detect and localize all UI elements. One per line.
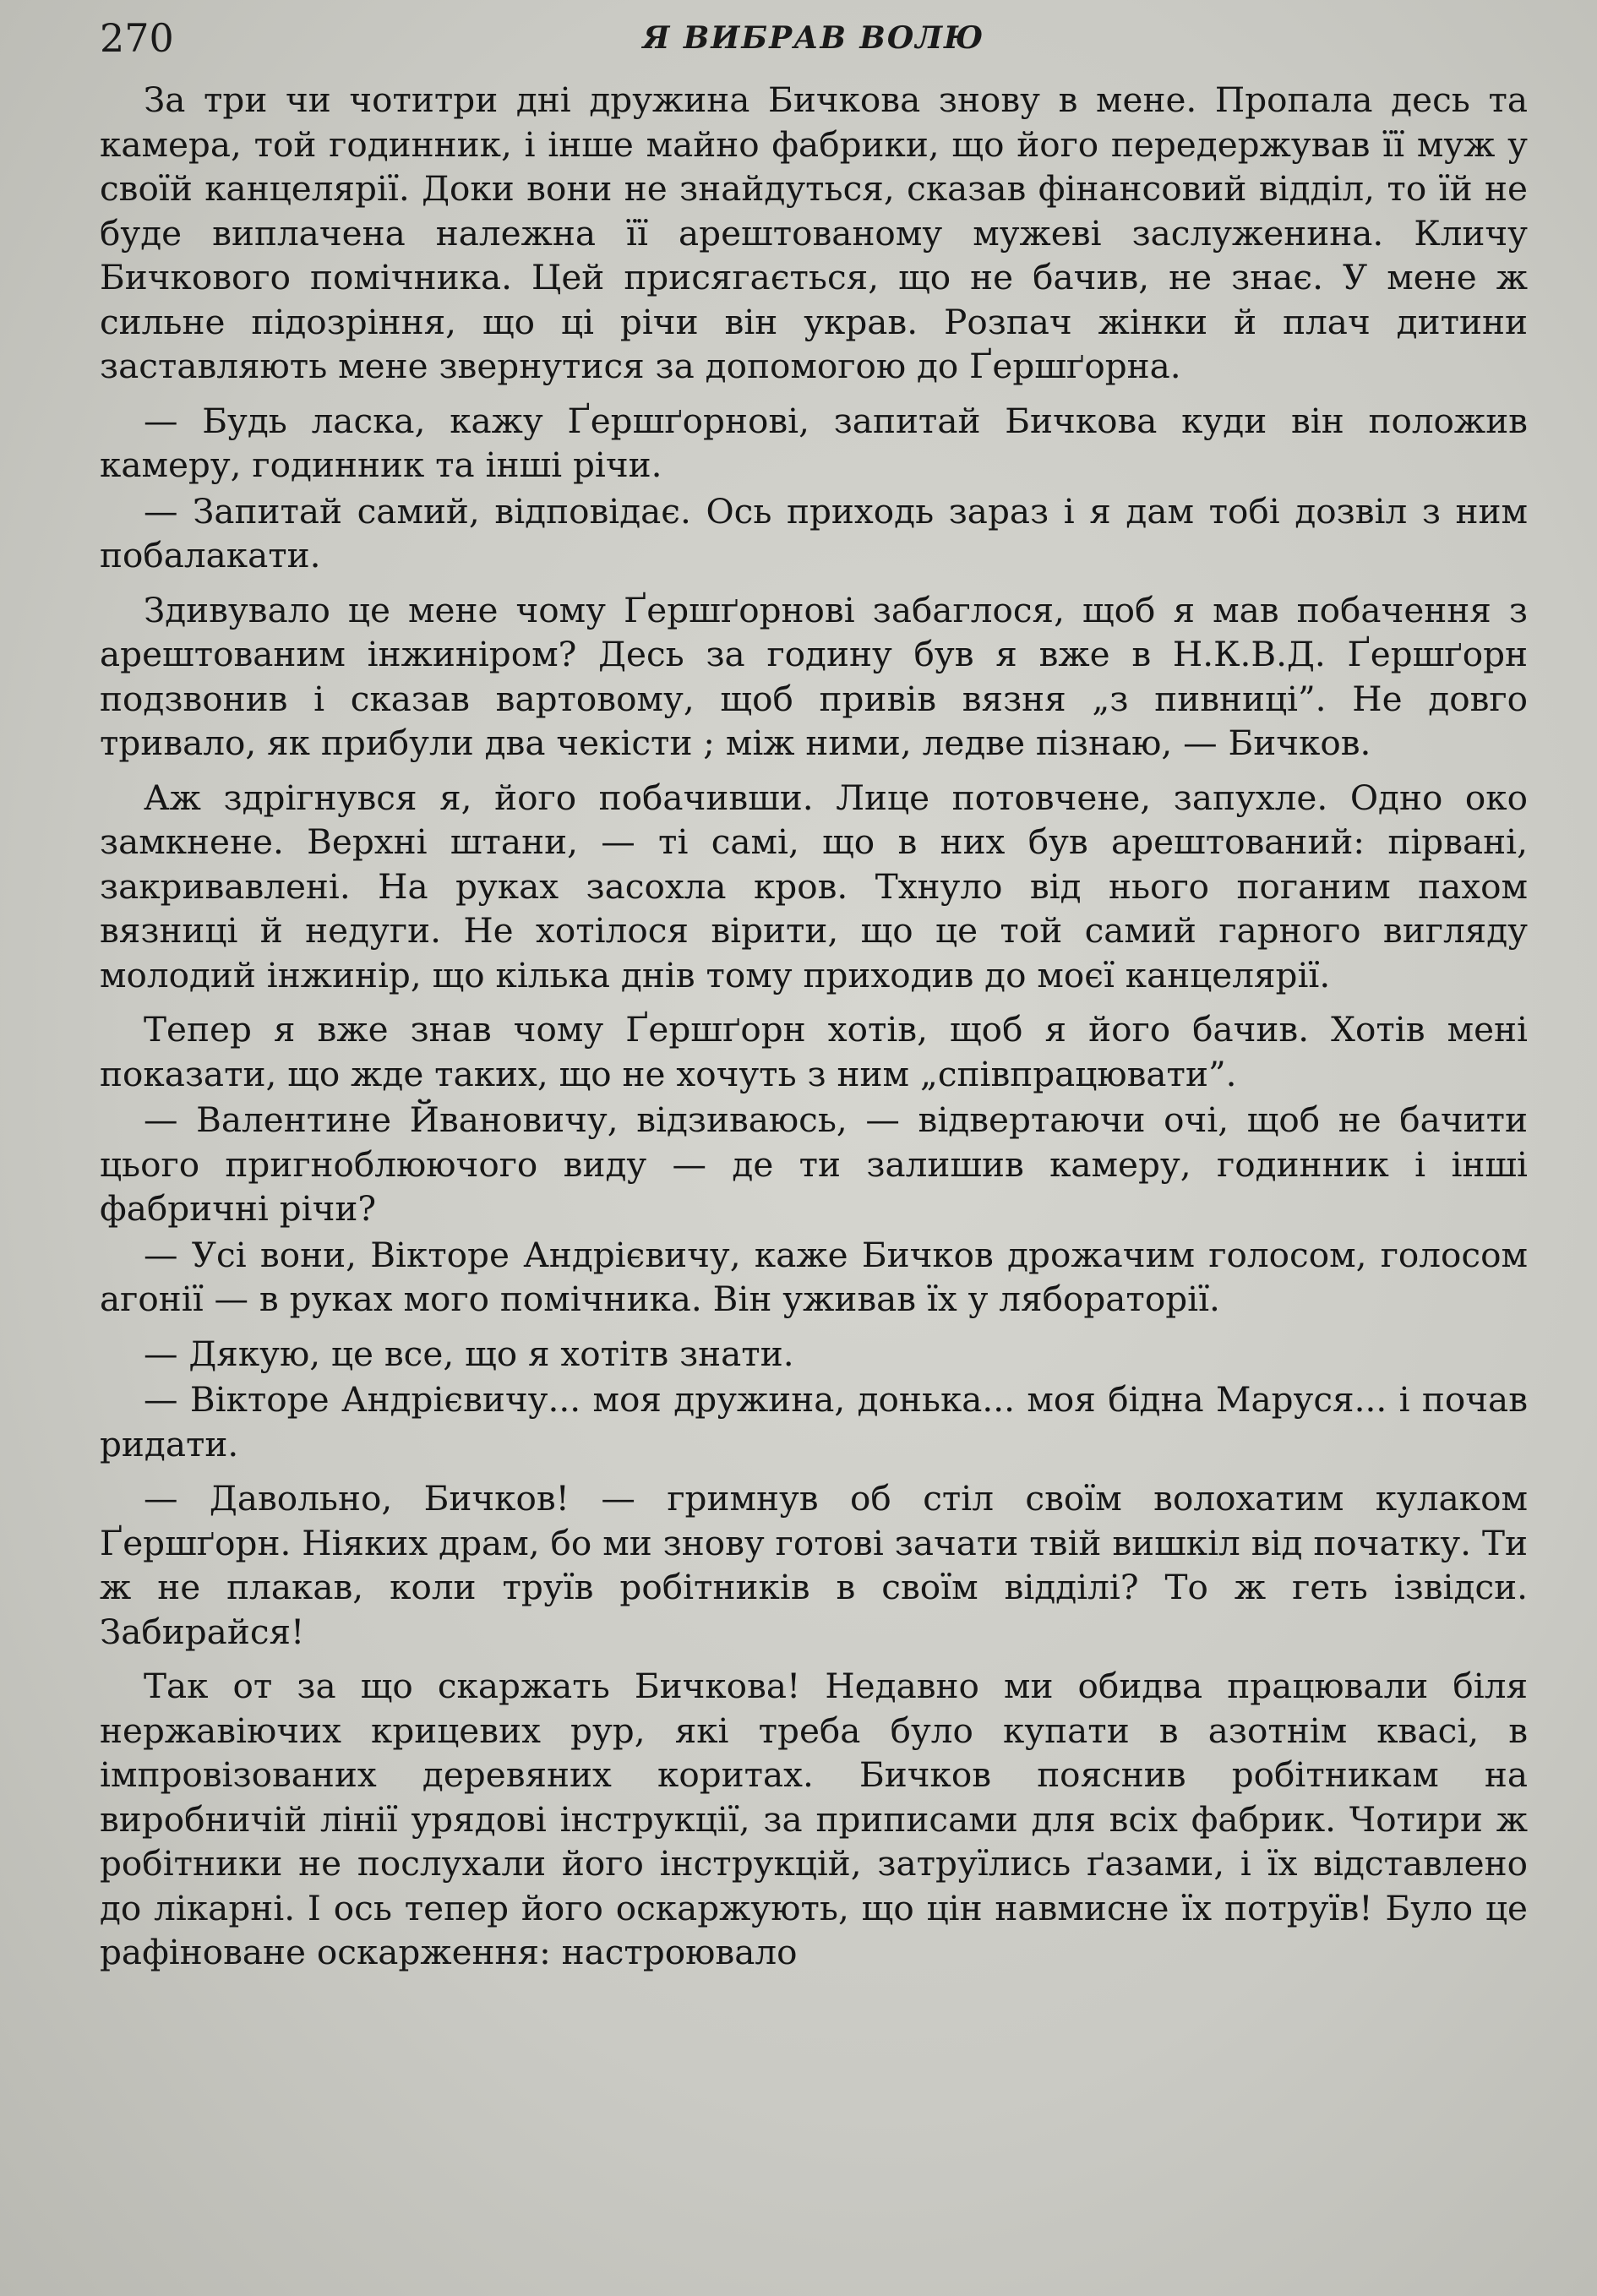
paragraph: Аж здрігнувся я, його побачивши. Лице потовчене, запухле. Одно око замкнене. Верхні штани, — ті самі, що в них був арештований: пірвані, закривавлені. На руках засохла кров. Тхнуло від нього поганим пахом вязниці й недуги. Не хотілося вірити, що це той самий гарного вигляду молодий інжинір, що кілька днів тому приходив до моєї канцелярії. bbox=[100, 777, 1528, 995]
paragraph: — Усі вони, Вікторе Андрієвичу, каже Бичков дрожачим голосом, голосом агонії — в руках мого помічника. Він уживав їх у лябораторії. bbox=[100, 1234, 1528, 1319]
page-text bbox=[100, 78, 1528, 1985]
running-header bbox=[100, 15, 1528, 66]
paragraph: Тепер я вже знав чому Ґершґорн хотів, щоб я його бачив. Хотів мені показати, що жде таких, що не хочуть з ним „співпрацювати”. bbox=[100, 1009, 1528, 1094]
paragraph: За три чи чотитри дні дружина Бичкова знову в мене. Пропала десь та камера, той годинник, і інше майно фабрики, що його передержував її муж у своїй канцелярії. Доки вони не знайдуться, сказав фінансовий відділ, то їй не буде виплачена належна її арештованому мужеві заслуженина. Кличу Бичкового помічника. Цей присягається, що не бачив, не знає. У мене ж сильне підозріння, що ці річи він украв. Розпач жінки й плач дитини заставляють мене звернутися за допомогою до Ґершґорна. bbox=[100, 79, 1528, 386]
page-number: 270 bbox=[100, 15, 174, 61]
paragraph: — Запитай самий, відповідає. Ось приходь зараз і я дам тобі дозвіл з ним побалакати. bbox=[100, 490, 1528, 575]
paragraph: — Валентине Йвановичу, відзиваюсь, — відвертаючи очі, щоб не бачити цього пригноблюючого виду — де ти залишив камеру, годинник і інші фабричні річи? bbox=[100, 1099, 1528, 1229]
running-title: Я ВИБРАВ ВОЛЮ bbox=[642, 20, 985, 56]
paragraph: — Будь ласка, кажу Ґершґорнові, запитай Бичкова куди він положив камеру, годинник та інші річи. bbox=[100, 400, 1528, 485]
paragraph: Так от за що скаржать Бичкова! Недавно ми обидва працювали біля нержавіючих крицевих рур, які треба було купати в азотнім квасі, в імпровізованих деревяних коритах. Бичков пояснив робітникам на виробничій лінії урядові інструкції, за приписами для всіх фабрик. Чотири ж робітники не послухали його інструкцій, затруїлись ґазами, і їх відставлено до лікарні. І ось тепер його оскаржують, що цін навмисне їх потруїв! Було це рафіноване оскарження: настроювало bbox=[100, 1666, 1528, 1972]
paragraph: — Вікторе Андрієвичу... моя дружина, донька... моя бідна Маруся... і почав ридати. bbox=[100, 1379, 1528, 1464]
paragraph: — Давольно, Бичков! — гримнув об стіл своїм волохатим кулаком Ґершґорн. Ніяких драм, бо ми знову готові зачати твій вишкіл від початку. Ти ж не плакав, коли труїв робітників в своїм відділі? То ж геть ізвідси. Забирайся! bbox=[100, 1478, 1528, 1652]
paragraph: Здивувало це мене чому Ґершґорнові забаглося, щоб я мав побачення з арештованим інжиніром? Десь за годину був я вже в Н.К.В.Д. Ґершґорн подзвонив і сказав вартовому, щоб привів вязня „з пивниці”. Не довго тривало, як прибули два чекісти ; між ними, ледве пізнаю, — Бичков. bbox=[100, 589, 1528, 763]
paragraph: — Дякую, це все, що я хотітв знати. bbox=[144, 1333, 794, 1374]
